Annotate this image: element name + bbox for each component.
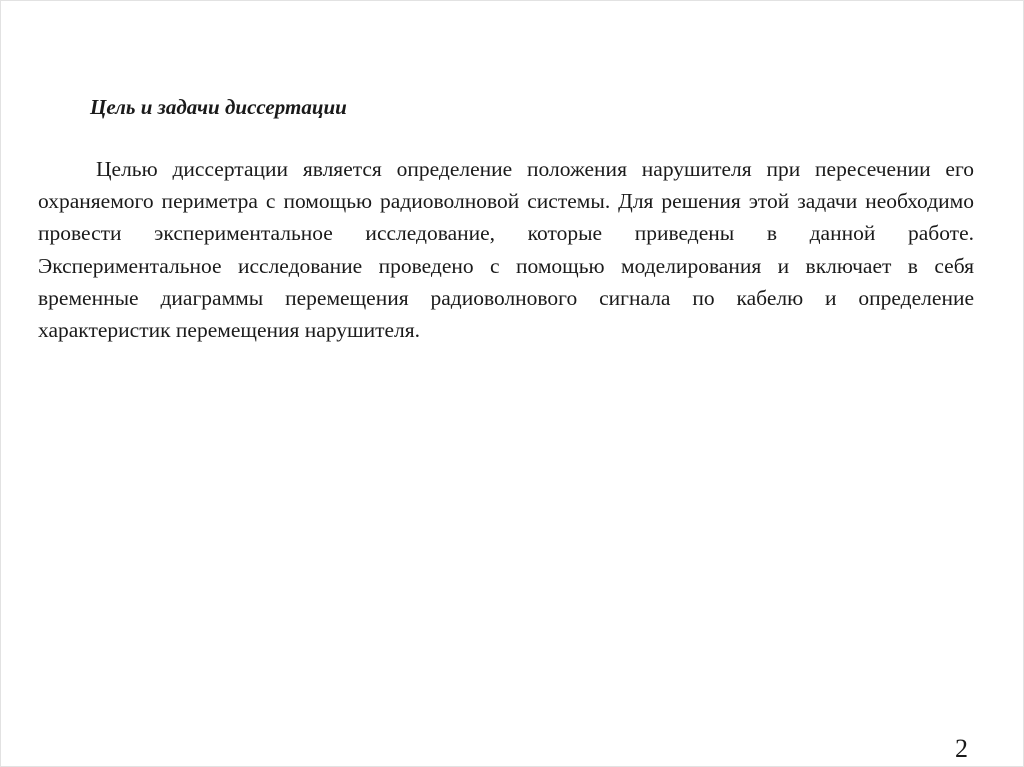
slide-title: Цель и задачи диссертации bbox=[90, 95, 347, 119]
page-number: 2 bbox=[955, 734, 968, 763]
slide-body-paragraph: Целью диссертации является определение положения нарушителя при пересечении его охраняемого периметра с помощью радиоволновой системы. Для решения этой задачи необходимо провести экспериментальное исследование, которые приведены в данной работе. Экспериментальное исследование проведено с помощью моделирования и включает в себя временные диаграммы перемещения радиоволнового сигнала по кабелю и определение характеристик перемещения нарушителя. bbox=[38, 157, 985, 343]
